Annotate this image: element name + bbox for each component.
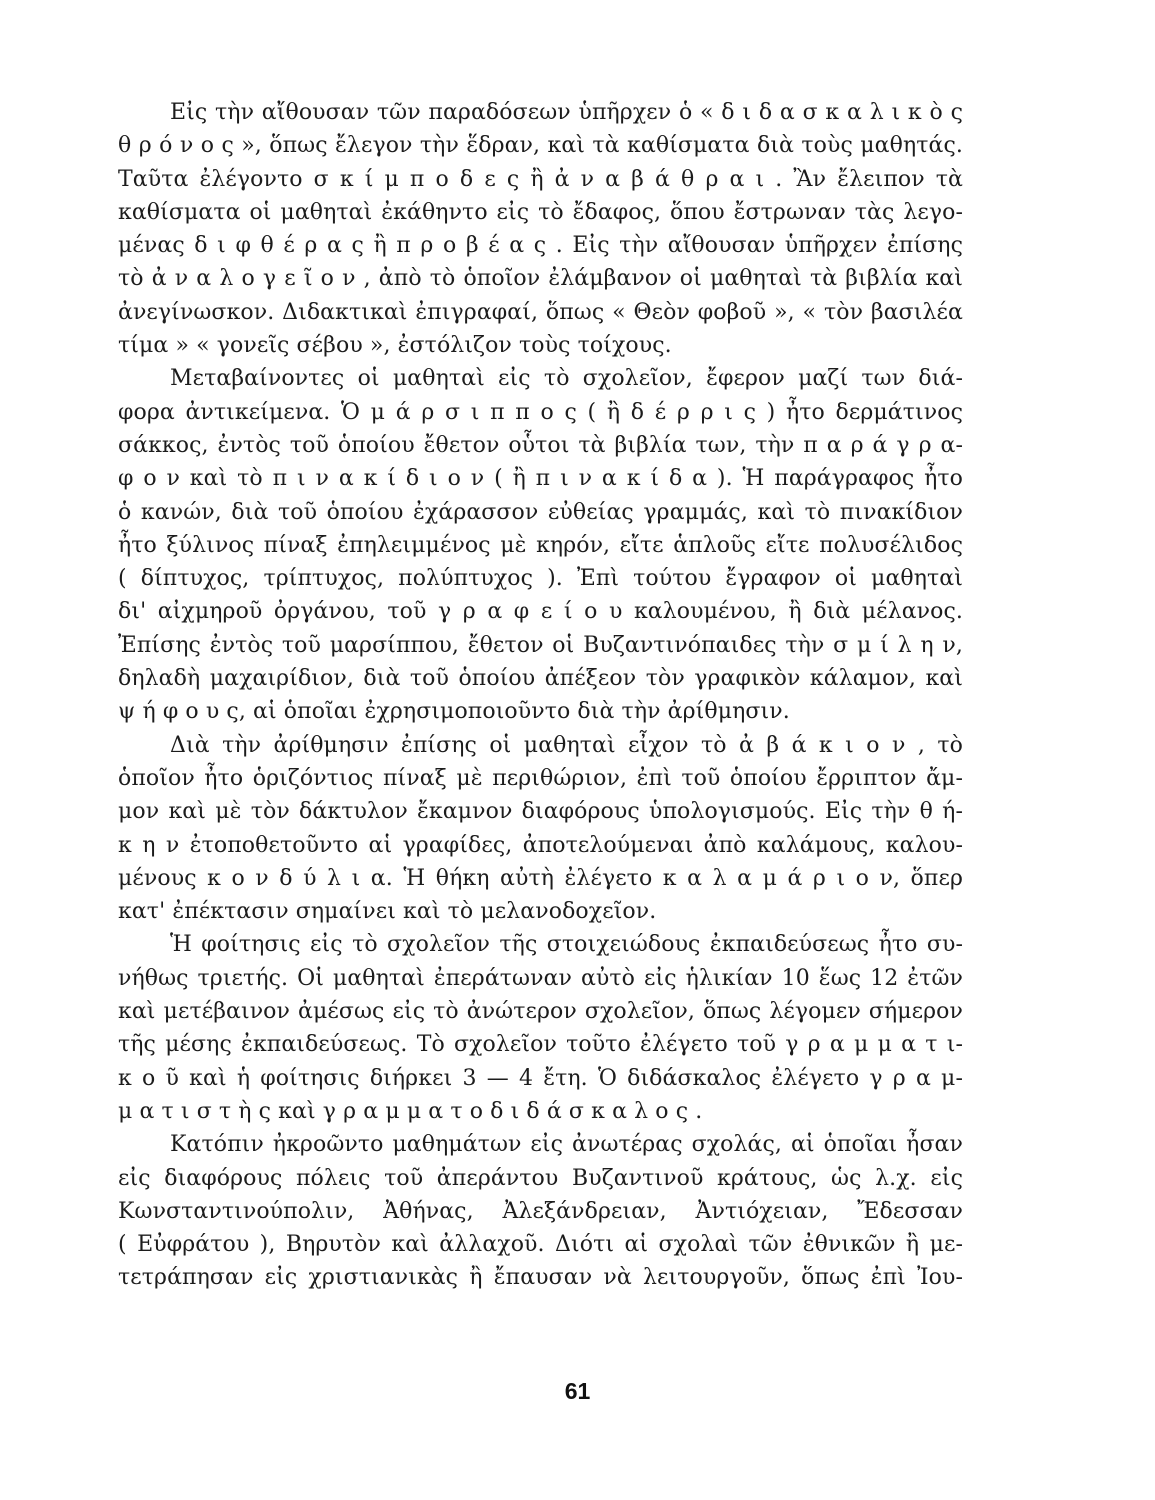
text-line: νήθως τριετής. Οἱ μαθηταὶ ἐπεράτωναν αὐτὸ εἰς ἡλικίαν 10 ἕως 12 ἐτῶν bbox=[118, 965, 963, 991]
text-line: φ ο ν καὶ τὸ π ι ν α κ ί δ ι ο ν ( ἢ π ι ν α κ ί δ α ). Ἡ παράγραφος ἦτο bbox=[118, 466, 963, 492]
page-number: 61 bbox=[564, 1378, 591, 1404]
text-line: μ α τ ι σ τ ὴ ς καὶ γ ρ α μ μ α τ ο δ ι δ ά σ κ α λ ο ς . bbox=[118, 1098, 703, 1124]
text-line: δι' αἰχμηροῦ ὀργάνου, τοῦ γ ρ α φ ε ί ο υ καλουμένου, ἢ διὰ μέλανος. bbox=[118, 599, 963, 625]
text-line: τίμα » « γονεῖς σέβου », ἐστόλιζον τοὺς τοίχους. bbox=[118, 333, 672, 359]
text-line: ὁποῖον ἦτο ὁριζόντιος πίναξ μὲ περιθώριον, ἐπὶ τοῦ ὁποίου ἔρριπτον ἄμ- bbox=[118, 765, 963, 791]
text-line: ψ ή φ ο υ ς, αἱ ὁποῖαι ἐχρησιμοποιοῦντο διὰ τὴν ἀρίθμησιν. bbox=[118, 699, 790, 725]
text-line: εἰς διαφόρους πόλεις τοῦ ἀπεράντου Βυζαντινοῦ κράτους, ὡς λ.χ. εἰς bbox=[118, 1165, 963, 1191]
text-line: Ἐπίσης ἐντὸς τοῦ μαρσίππου, ἔθετον οἱ Βυζαντινόπαιδες τὴν σ μ ί λ η ν, bbox=[118, 632, 963, 658]
text-line: ἀνεγίνωσκον. Διδακτικαὶ ἐπιγραφαί, ὅπως « Θεὸν φοβοῦ », « τὸν βασιλέα bbox=[118, 299, 963, 325]
text-line: τῆς μέσης ἐκπαιδεύσεως. Τὸ σχολεῖον τοῦτο ἐλέγετο τοῦ γ ρ α μ μ α τ ι- bbox=[118, 1032, 963, 1058]
text-line: Ταῦτα ἐλέγοντο σ κ ί μ π ο δ ε ς ἢ ἀ ν α β ά θ ρ α ι . Ἂν ἔλειπον τὰ bbox=[118, 166, 963, 192]
text-line: τὸ ἀ ν α λ ο γ ε ῖ ο ν , ἀπὸ τὸ ὁποῖον ἐλάμβανον οἱ μαθηταὶ τὰ βιβλία καὶ bbox=[118, 266, 963, 292]
text-line: τετράπησαν εἰς χριστιανικὰς ἢ ἔπαυσαν νὰ λειτουργοῦν, ὅπως ἐπὶ Ἰου- bbox=[118, 1265, 963, 1291]
text-line: μον καὶ μὲ τὸν δάκτυλον ἔκαμνον διαφόρους ὑπολογισμούς. Εἰς τὴν θ ή- bbox=[118, 799, 963, 825]
body-text bbox=[118, 96, 963, 1295]
text-line: κ η ν ἐτοποθετοῦντο αἱ γραφίδες, ἀποτελούμεναι ἀπὸ καλάμους, καλου- bbox=[118, 832, 963, 858]
text-line: καὶ μετέβαινον ἀμέσως εἰς τὸ ἀνώτερον σχολεῖον, ὅπως λέγομεν σήμερον bbox=[118, 999, 963, 1025]
text-line: κατ' ἐπέκτασιν σημαίνει καὶ τὸ μελανοδοχεῖον. bbox=[118, 899, 657, 925]
text-line: θ ρ ό ν ο ς », ὅπως ἔλεγον τὴν ἕδραν, καὶ τὰ καθίσματα διὰ τοὺς μαθητάς. bbox=[118, 133, 963, 159]
text-line: ( Εὐφράτου ), Βηρυτὸν καὶ ἀλλαχοῦ. Διότι αἱ σχολαὶ τῶν ἐθνικῶν ἢ με- bbox=[118, 1232, 963, 1258]
text-line: ἦτο ξύλινος πίναξ ἐπηλειμμένος μὲ κηρόν, εἴτε ἁπλοῦς εἴτε πολυσέλιδος bbox=[118, 532, 963, 558]
text-line: καθίσματα οἱ μαθηταὶ ἐκάθηντο εἰς τὸ ἔδαφος, ὅπου ἔστρωναν τὰς λεγο- bbox=[118, 199, 963, 225]
text-line: ( δίπτυχος, τρίπτυχος, πολύπτυχος ). Ἐπὶ τούτου ἔγραφον οἱ μαθηταὶ bbox=[118, 566, 963, 592]
text-line: Κατόπιν ἠκροῶντο μαθημάτων εἰς ἀνωτέρας σχολάς, αἱ ὁποῖαι ἦσαν bbox=[170, 1132, 963, 1158]
text-line: Ἡ φοίτησις εἰς τὸ σχολεῖον τῆς στοιχειώδους ἐκπαιδεύσεως ἦτο συ- bbox=[170, 932, 963, 958]
text-line: ὁ κανών, διὰ τοῦ ὁποίου ἐχάρασσον εὐθείας γραμμάς, καὶ τὸ πινακίδιον bbox=[118, 499, 963, 525]
text-line: Διὰ τὴν ἀρίθμησιν ἐπίσης οἱ μαθηταὶ εἶχον τὸ ἀ β ά κ ι ο ν , τὸ bbox=[170, 732, 963, 758]
text-line: Εἰς τὴν αἴθουσαν τῶν παραδόσεων ὑπῆρχεν ὁ « δ ι δ α σ κ α λ ι κ ὸ ς bbox=[170, 100, 963, 125]
text-line: μένους κ ο ν δ ύ λ ι α. Ἡ θήκη αὐτὴ ἐλέγετο κ α λ α μ ά ρ ι ο ν, ὅπερ bbox=[118, 865, 963, 891]
text-line: σάκκος, ἐντὸς τοῦ ὁποίου ἔθετον οὗτοι τὰ βιβλία των, τὴν π α ρ ά γ ρ α- bbox=[118, 432, 963, 458]
text-line: δηλαδὴ μαχαιρίδιον, διὰ τοῦ ὁποίου ἀπέξεον τὸν γραφικὸν κάλαμον, καὶ bbox=[118, 666, 963, 692]
text-line: μένας δ ι φ θ έ ρ α ς ἢ π ρ ο β έ α ς . Εἰς τὴν αἴθουσαν ὑπῆρχεν ἐπίσης bbox=[118, 233, 963, 259]
text-line: φορα ἀντικείμενα. Ὁ μ ά ρ σ ι π π ο ς ( ἢ δ έ ρ ρ ι ς ) ἦτο δερμάτινος bbox=[118, 399, 963, 425]
text-line: Κωνσταντινούπολιν, Ἀθήνας, Ἀλεξάνδρειαν, Ἀντιόχειαν, Ἔδεσσαν bbox=[118, 1198, 963, 1224]
text-line: κ ο ῦ καὶ ἡ φοίτησις διήρκει 3 — 4 ἔτη. Ὁ διδάσκαλος ἐλέγετο γ ρ α μ- bbox=[118, 1065, 963, 1091]
text-line: Μεταβαίνοντες οἱ μαθηταὶ εἰς τὸ σχολεῖον, ἔφερον μαζί των διά- bbox=[170, 366, 963, 392]
